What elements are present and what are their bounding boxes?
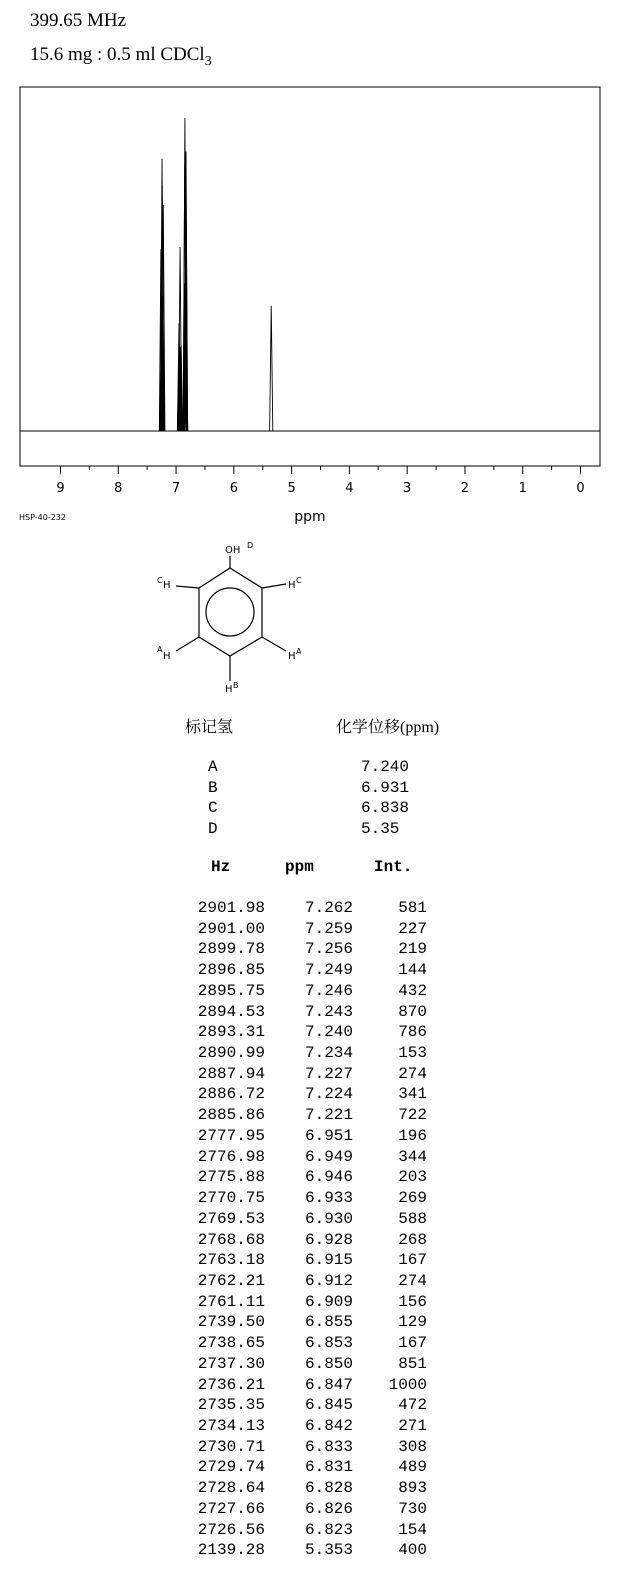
peak-row bbox=[0, 919, 626, 940]
peak-hz-cell: 2735.35 bbox=[197, 1396, 265, 1415]
assignment-header-label: 标记氢 bbox=[185, 719, 234, 736]
peak-int-cell: 154 bbox=[398, 1520, 427, 1539]
peak-row bbox=[0, 1188, 626, 1209]
peak-hz-cell: 2886.72 bbox=[197, 1085, 265, 1104]
peak-row bbox=[0, 1022, 626, 1043]
peak-ppm-cell: 7.249 bbox=[304, 961, 353, 980]
assignment-shift: 5.35 bbox=[361, 819, 400, 838]
peak-header-int: Int. bbox=[374, 858, 413, 876]
peak-ppm-cell: 6.842 bbox=[304, 1417, 353, 1435]
x-tick-label: 7 bbox=[171, 481, 181, 496]
peak-int-cell: 581 bbox=[398, 899, 427, 917]
peak-ppm-cell: 6.915 bbox=[304, 1251, 353, 1270]
peak-int-cell: 870 bbox=[398, 1002, 427, 1021]
peak-int-cell: 196 bbox=[398, 1126, 427, 1145]
x-tick-label: 0 bbox=[576, 481, 585, 496]
x-tick-label: 2 bbox=[460, 481, 470, 496]
aromatic-circle bbox=[206, 588, 254, 636]
peak-hz-cell: 2768.68 bbox=[197, 1230, 265, 1249]
peak-hz-cell: 2890.99 bbox=[197, 1044, 265, 1063]
bond-hc-left bbox=[176, 586, 199, 588]
sample-subscript: 3 bbox=[204, 53, 212, 69]
peak-int-cell: 344 bbox=[398, 1147, 427, 1166]
peak-int-cell: 274 bbox=[398, 1064, 427, 1083]
sample-text: 15.6 mg : 0.5 ml CDCl bbox=[30, 44, 205, 65]
peak-ppm-cell: 7.246 bbox=[304, 981, 353, 1000]
peak-int-cell: 400 bbox=[398, 1541, 427, 1560]
x-tick-label: 1 bbox=[518, 481, 527, 496]
peak-int-cell: 341 bbox=[398, 1085, 427, 1104]
peak-row bbox=[0, 1375, 626, 1396]
bond-hc-right bbox=[262, 584, 286, 588]
assignment-label: A bbox=[208, 758, 218, 776]
peak-hz-cell: 2895.75 bbox=[197, 981, 265, 1000]
peak-ppm-cell: 6.933 bbox=[304, 1189, 353, 1208]
peak-int-cell: 1000 bbox=[388, 1375, 427, 1394]
peak-ppm-cell: 7.262 bbox=[304, 899, 353, 917]
peak-hz-cell: 2775.88 bbox=[197, 1168, 265, 1187]
ha-right-superscript: A bbox=[296, 647, 302, 656]
peak-ppm-cell: 7.227 bbox=[304, 1064, 353, 1083]
peak-ppm-cell: 7.234 bbox=[304, 1044, 353, 1063]
assignment-label: C bbox=[208, 799, 218, 817]
peak-ppm-cell: 6.912 bbox=[304, 1271, 353, 1290]
peak-int-cell: 308 bbox=[398, 1437, 427, 1456]
bond-ha-right bbox=[262, 637, 286, 651]
peak-int-cell: 489 bbox=[398, 1458, 427, 1477]
peak-hz-cell: 2901.98 bbox=[197, 899, 265, 917]
peak-row bbox=[0, 898, 626, 919]
peak-ppm-cell: 6.853 bbox=[304, 1334, 353, 1353]
peak-ppm-cell: 6.833 bbox=[304, 1437, 353, 1456]
peak-row bbox=[0, 1437, 626, 1458]
peak-ppm-cell: 6.951 bbox=[304, 1126, 353, 1145]
x-axis-label: ppm bbox=[294, 509, 326, 525]
hc-left-superscript: C bbox=[157, 576, 163, 585]
peak-hz-cell: 2761.11 bbox=[197, 1292, 265, 1311]
assignment-header-shift: 化学位移(ppm) bbox=[336, 719, 440, 736]
peak-row bbox=[0, 939, 626, 960]
peak-hz-cell: 2139.28 bbox=[197, 1541, 265, 1560]
peak-hz-cell: 2896.85 bbox=[197, 961, 265, 980]
peak-ppm-cell: 6.831 bbox=[304, 1458, 353, 1477]
peak-ppm-cell: 6.930 bbox=[304, 1209, 353, 1228]
ha-left-superscript: A bbox=[157, 645, 163, 654]
peak-ppm-cell: 7.221 bbox=[304, 1106, 353, 1125]
peak-hz-cell: 2899.78 bbox=[197, 940, 265, 959]
benzene-ring bbox=[199, 568, 262, 656]
peak-int-cell: 269 bbox=[398, 1189, 427, 1208]
peak-row bbox=[0, 1002, 626, 1023]
peak-ppm-cell: 7.256 bbox=[304, 940, 353, 959]
bond-ha-left bbox=[176, 637, 199, 651]
peak-hz-cell: 2893.31 bbox=[197, 1023, 265, 1042]
x-tick-label: 3 bbox=[403, 481, 412, 496]
peak-int-cell: 156 bbox=[398, 1292, 427, 1311]
peak-row bbox=[0, 1230, 626, 1251]
peak-ppm-cell: 6.826 bbox=[304, 1499, 353, 1518]
ha-left-h: H bbox=[163, 651, 171, 662]
peak-header-hz: Hz bbox=[211, 858, 231, 876]
hc-right-h: H bbox=[288, 580, 296, 591]
oh-superscript: D bbox=[247, 541, 254, 550]
peak-int-cell: 219 bbox=[398, 940, 427, 959]
peak-row bbox=[0, 1167, 626, 1188]
x-tick-label: 5 bbox=[287, 481, 296, 496]
peak-ppm-cell: 6.828 bbox=[304, 1479, 353, 1498]
peak-ppm-cell: 5.353 bbox=[304, 1541, 353, 1560]
peak-hz-cell: 2726.56 bbox=[197, 1520, 265, 1539]
peak-hz-cell: 2769.53 bbox=[197, 1209, 265, 1228]
peak-int-cell: 730 bbox=[398, 1499, 427, 1518]
peak-ppm-cell: 6.928 bbox=[304, 1230, 353, 1249]
peak-row bbox=[0, 1520, 626, 1541]
peak-hz-cell: 2777.95 bbox=[197, 1126, 265, 1145]
hc-right-superscript: C bbox=[296, 576, 302, 585]
peak-int-cell: 472 bbox=[398, 1396, 427, 1415]
peak-ppm-cell: 6.946 bbox=[304, 1168, 353, 1187]
peak-int-cell: 274 bbox=[398, 1271, 427, 1290]
assignment-shift: 6.838 bbox=[361, 799, 410, 817]
peak-int-cell: 153 bbox=[398, 1044, 427, 1063]
peak-int-cell: 786 bbox=[398, 1023, 427, 1042]
peak-ppm-cell: 7.259 bbox=[304, 919, 353, 938]
peak-hz-cell: 2887.94 bbox=[197, 1064, 265, 1083]
peak-row bbox=[0, 1043, 626, 1064]
hb-superscript: B bbox=[233, 681, 239, 690]
oh-label: OH bbox=[225, 545, 241, 556]
peak-hz-cell: 2729.74 bbox=[197, 1458, 265, 1477]
peak-row bbox=[0, 1250, 626, 1271]
spectrum-code: HSP-40-232 bbox=[19, 513, 66, 522]
peak-row bbox=[0, 1540, 626, 1561]
peak-int-cell: 144 bbox=[398, 961, 427, 980]
peak-hz-cell: 2894.53 bbox=[197, 1002, 265, 1021]
assignment-label: D bbox=[208, 819, 218, 838]
peak-hz-cell: 2763.18 bbox=[197, 1251, 265, 1270]
assignment-shift: 6.931 bbox=[361, 778, 410, 797]
x-tick-label: 8 bbox=[114, 481, 123, 496]
peak-hz-cell: 2762.21 bbox=[197, 1271, 265, 1290]
peak-row bbox=[0, 1457, 626, 1478]
peak-row bbox=[0, 1126, 626, 1147]
peak-row bbox=[0, 960, 626, 981]
hc-left-h: H bbox=[163, 580, 171, 591]
hb-h: H bbox=[225, 684, 233, 695]
peak-hz-cell: 2739.50 bbox=[197, 1313, 265, 1332]
peak-hz-cell: 2738.65 bbox=[197, 1334, 265, 1353]
peak-row bbox=[0, 981, 626, 1002]
peak-int-cell: 893 bbox=[398, 1479, 427, 1498]
peak-row bbox=[0, 1312, 626, 1333]
peak-row bbox=[0, 1416, 626, 1437]
assignment-shift: 7.240 bbox=[361, 758, 410, 776]
peak-row bbox=[0, 1395, 626, 1416]
peak-header-ppm: ppm bbox=[285, 858, 314, 876]
peak-hz-cell: 2730.71 bbox=[197, 1437, 265, 1456]
peak-row bbox=[0, 1478, 626, 1499]
peak-hz-cell: 2736.21 bbox=[197, 1375, 265, 1394]
peak-row bbox=[0, 1209, 626, 1230]
peak-row bbox=[0, 1271, 626, 1292]
peak-row bbox=[0, 1333, 626, 1354]
peak-ppm-cell: 6.850 bbox=[304, 1354, 353, 1373]
peak-hz-cell: 2885.86 bbox=[197, 1106, 265, 1125]
peak-int-cell: 129 bbox=[398, 1313, 427, 1332]
peak-int-cell: 203 bbox=[398, 1168, 427, 1187]
peak-int-cell: 588 bbox=[398, 1209, 427, 1228]
peak-hz-cell: 2776.98 bbox=[197, 1147, 265, 1166]
peak-ppm-cell: 7.243 bbox=[304, 1002, 353, 1021]
peak-hz-cell: 2734.13 bbox=[197, 1417, 265, 1435]
peak-int-cell: 432 bbox=[398, 981, 427, 1000]
peak-row bbox=[0, 1084, 626, 1105]
peak-row bbox=[0, 1147, 626, 1168]
peak-ppm-cell: 6.823 bbox=[304, 1520, 353, 1539]
phenol-structure bbox=[0, 0, 626, 700]
peak-int-cell: 851 bbox=[398, 1354, 427, 1373]
peak-int-cell: 227 bbox=[398, 919, 427, 938]
ha-right-h: H bbox=[288, 651, 296, 662]
peak-row bbox=[0, 1064, 626, 1085]
peak-row bbox=[0, 1499, 626, 1520]
peak-ppm-cell: 6.949 bbox=[304, 1147, 353, 1166]
peak-row bbox=[0, 1292, 626, 1313]
peak-int-cell: 167 bbox=[398, 1334, 427, 1353]
x-tick-label: 9 bbox=[56, 481, 65, 496]
peak-hz-cell: 2727.66 bbox=[197, 1499, 265, 1518]
x-tick-label: 4 bbox=[345, 481, 354, 496]
peak-int-cell: 268 bbox=[398, 1230, 427, 1249]
peak-row bbox=[0, 1354, 626, 1375]
peak-ppm-cell: 6.909 bbox=[304, 1292, 353, 1311]
x-tick-label: 6 bbox=[229, 481, 238, 496]
peak-ppm-cell: 6.855 bbox=[304, 1313, 353, 1332]
peak-ppm-cell: 6.845 bbox=[304, 1396, 353, 1415]
peak-hz-cell: 2770.75 bbox=[197, 1189, 265, 1208]
peak-hz-cell: 2901.00 bbox=[197, 919, 265, 938]
peak-int-cell: 722 bbox=[398, 1106, 427, 1125]
assignment-label: B bbox=[208, 778, 218, 797]
peak-hz-cell: 2737.30 bbox=[197, 1354, 265, 1373]
peak-int-cell: 271 bbox=[398, 1417, 427, 1435]
peak-hz-cell: 2728.64 bbox=[197, 1479, 265, 1498]
peak-ppm-cell: 7.224 bbox=[304, 1085, 353, 1104]
peak-row bbox=[0, 1105, 626, 1126]
spectrometer-frequency: 399.65 MHz bbox=[30, 10, 127, 31]
peak-ppm-cell: 6.847 bbox=[304, 1375, 353, 1394]
peak-ppm-cell: 7.240 bbox=[304, 1023, 353, 1042]
peak-int-cell: 167 bbox=[398, 1251, 427, 1270]
